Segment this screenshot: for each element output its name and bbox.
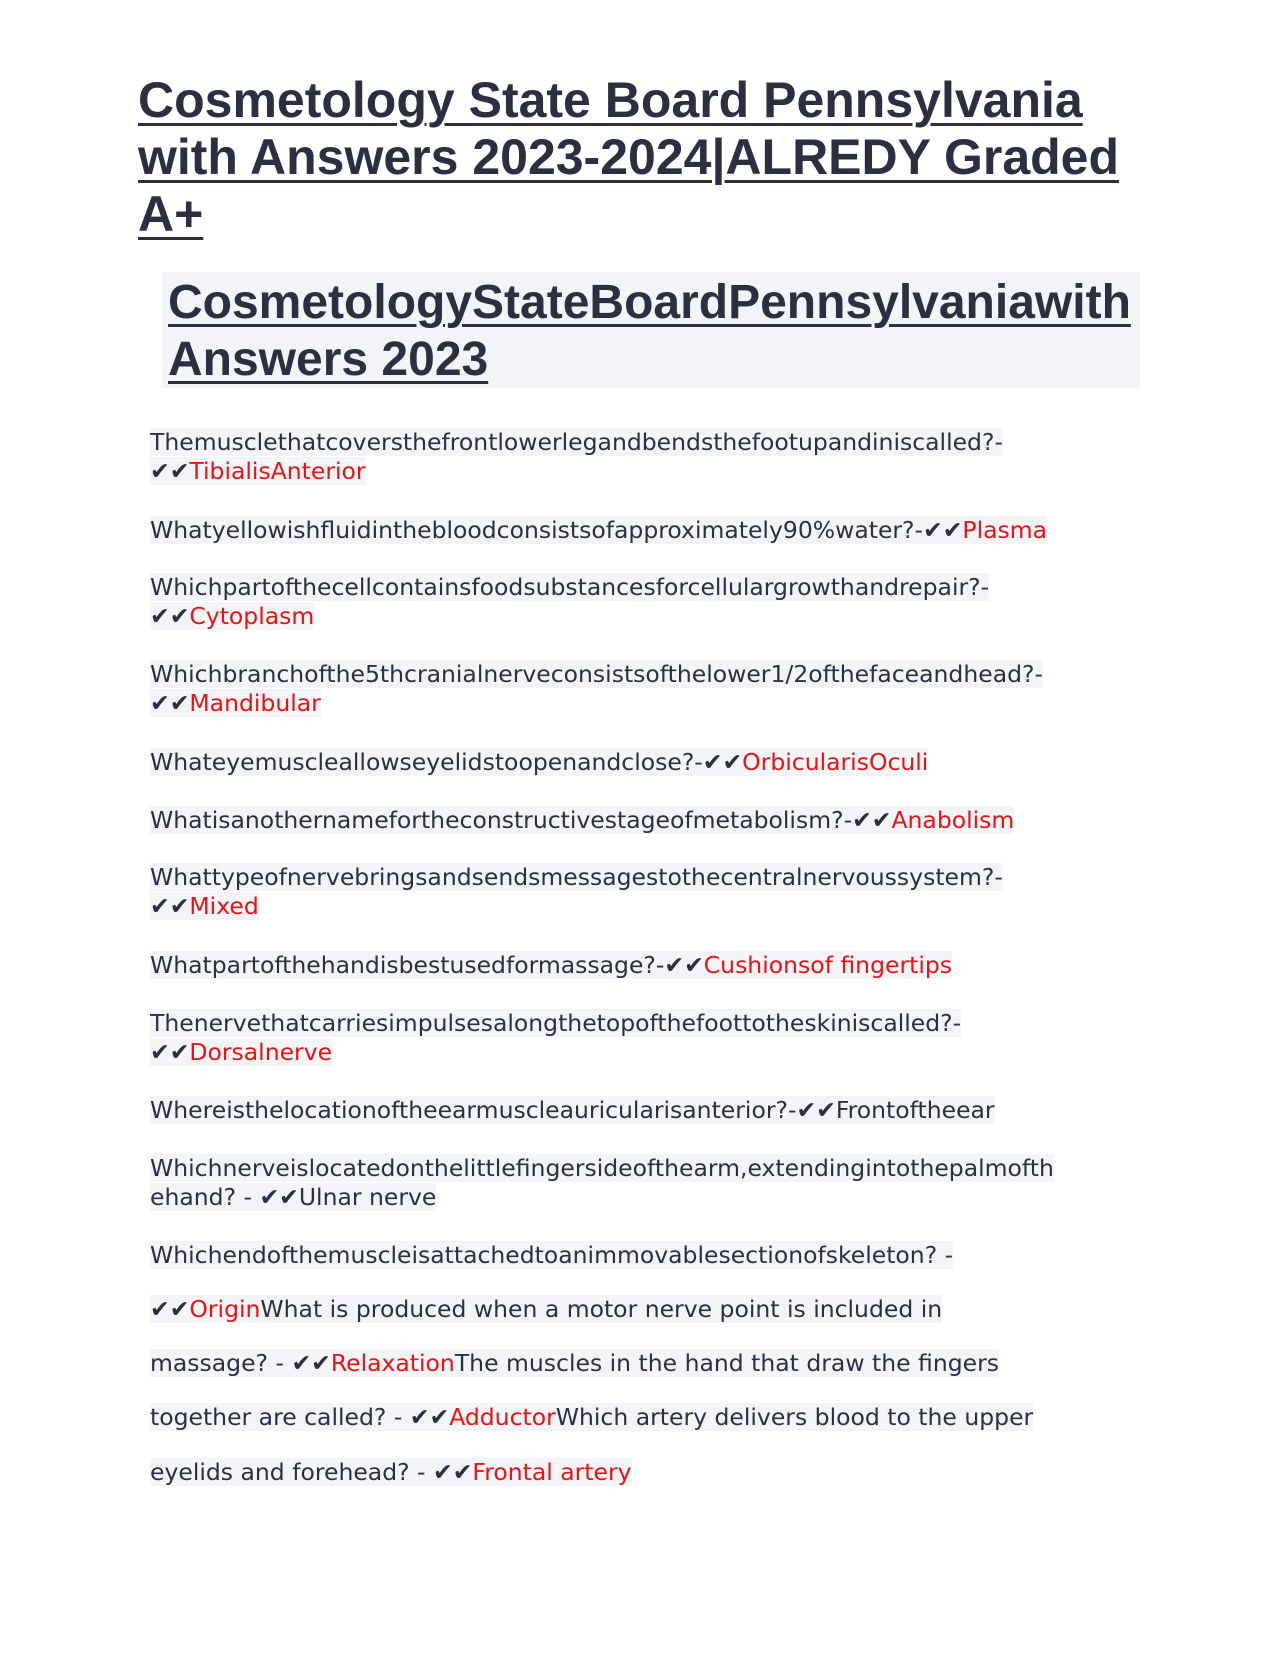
answer-text: Frontal artery: [472, 1458, 632, 1486]
question-text: Whatpartofthehandisbestusedformassage?-: [150, 951, 665, 979]
qa-item: [150, 863, 1003, 921]
answer-text: Plasma: [962, 516, 1048, 544]
check-marks: ✔✔: [259, 1183, 299, 1211]
document-title: Cosmetology State Board Pennsylvania with Answers 2023-2024|ALREDY Graded A+: [138, 72, 1120, 242]
question-text: Which artery delivers blood to the upper: [555, 1403, 1034, 1431]
qa-item: [150, 428, 1003, 486]
qa-item: [150, 1241, 953, 1270]
question-text: The muscles in the hand that draw the fingers: [454, 1349, 1000, 1377]
document-subtitle: CosmetologyStateBoardPennsylvaniawith Answers 2023: [168, 276, 1131, 386]
answer-text: Mandibular: [189, 689, 321, 717]
question-text: Whateyemuscleallowseyelidstoopenandclose?-: [150, 748, 703, 776]
check-marks: ✔✔: [150, 1038, 190, 1066]
question-text-continued: massage? -: [150, 1349, 292, 1377]
answer-text: TibialisAnterior: [189, 457, 366, 485]
check-marks: ✔✔: [664, 951, 704, 979]
check-marks: ✔✔: [409, 1403, 450, 1431]
qa-item: [150, 951, 952, 980]
check-marks: ✔✔: [796, 1096, 836, 1124]
question-text: Themusclethatcoversthefrontlowerlegandbendsthefootupandiniscalled?-: [150, 428, 1003, 456]
answer-text: Cushionsof fingertips: [703, 951, 953, 979]
check-marks: ✔✔: [433, 1458, 473, 1486]
check-marks: ✔✔: [150, 602, 190, 630]
answer-text: Dorsalnerve: [189, 1038, 333, 1066]
answer-text: Origin: [189, 1295, 261, 1323]
question-text: Thenervethatcarriesimpulsesalongthetopofthefoottotheskiniscalled?-: [150, 1009, 962, 1037]
qa-item: [150, 748, 928, 777]
check-marks: ✔✔: [852, 806, 892, 834]
qa-item: [150, 1295, 942, 1324]
qa-item: [150, 1349, 999, 1378]
question-text: Whichbranchofthe5thcranialnerveconsistsofthelower1/2ofthefaceandhead?-: [150, 660, 1043, 688]
qa-item: [150, 516, 1047, 545]
qa-item: [150, 1154, 1054, 1212]
check-marks: ✔✔: [150, 457, 190, 485]
check-marks: ✔✔: [150, 689, 190, 717]
answer-text: Mixed: [189, 892, 259, 920]
question-text: Whatisanothernamefortheconstructivestageofmetabolism?-: [150, 806, 853, 834]
answer-text: Adductor: [449, 1403, 556, 1431]
qa-item: [150, 1458, 632, 1487]
qa-item: [150, 1009, 961, 1067]
question-text: Whereisthelocationoftheearmuscleauricularisanterior?-: [150, 1096, 797, 1124]
qa-item: [150, 806, 1014, 835]
question-text: Whichnerveislocatedonthelittlefingersideofthearm,extendingintothepalmofth: [150, 1154, 1054, 1182]
check-marks: ✔✔: [702, 748, 743, 776]
question-text: Whichpartofthecellcontainsfoodsubstancesforcellulargrowthandrepair?-: [150, 573, 990, 601]
check-marks: ✔✔: [150, 1295, 190, 1323]
question-text-continued: eyelids and forehead? -: [150, 1458, 434, 1486]
question-text: Whattypeofnervebringsandsendsmessagestothecentralnervoussystem?-: [150, 863, 1003, 891]
qa-item: [150, 573, 989, 631]
check-marks: ✔✔: [291, 1349, 331, 1377]
answer-text: OrbicularisOculi: [742, 748, 929, 776]
question-text-continued: ehand? -: [150, 1183, 260, 1211]
answer-text: Frontoftheear: [835, 1096, 995, 1124]
question-text: What is produced when a motor nerve point is included in: [260, 1295, 943, 1323]
check-marks: ✔✔: [923, 516, 963, 544]
check-marks: ✔✔: [150, 892, 190, 920]
qa-item: [150, 1096, 995, 1125]
answer-text: Ulnar nerve: [298, 1183, 437, 1211]
answer-text: Cytoplasm: [189, 602, 315, 630]
question-text-continued: together are called? -: [150, 1403, 410, 1431]
question-text: Whichendofthemuscleisattachedtoanimmovablesectionofskeleton? -: [150, 1241, 954, 1269]
qa-item: [150, 660, 1043, 718]
question-text: Whatyellowishfluidinthebloodconsistsofapproximately90%water?-: [150, 516, 924, 544]
answer-text: Relaxation: [330, 1349, 455, 1377]
qa-item: [150, 1403, 1033, 1432]
answer-text: Anabolism: [891, 806, 1015, 834]
